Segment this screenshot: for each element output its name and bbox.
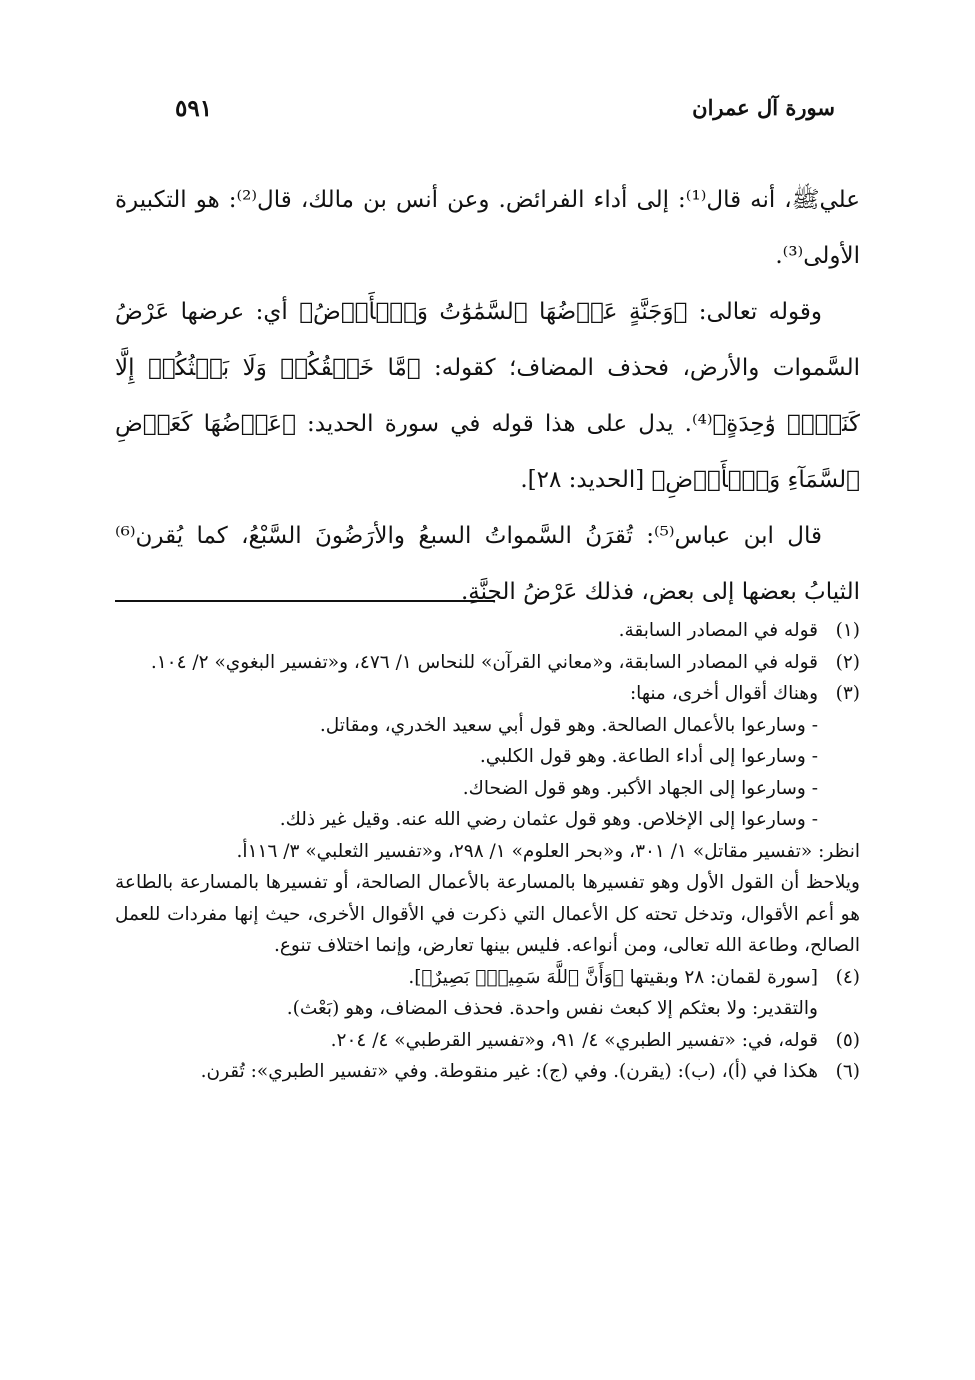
footnote-text: هكذا في (أ)، (ب): (يقرن). وفي (ج): غير منقوطة. وفي «تفسير الطبري»: تُقرن.	[200, 1061, 818, 1082]
list-item: - وسارعوا إلى الإخلاص. وهو قول عثمان رضي الله عنه. وقيل غير ذلك.	[279, 809, 818, 830]
footnotes	[115, 615, 860, 1088]
footnote-number: (٥)	[835, 1029, 860, 1051]
footnote-number: (١)	[835, 620, 860, 641]
footnote-3-list	[115, 710, 860, 836]
footnote-3-reference: انظر: «تفسير مقاتل» ١/ ٣٠١، و«بحر العلوم» ١/ ٢٩٨، و«تفسير الثعلبي» ٣/ ١١٦أ.	[236, 840, 860, 862]
footnote-4	[115, 962, 860, 994]
footnote-2	[115, 647, 860, 679]
footnote-5	[115, 1025, 860, 1057]
footnote-number: (٦)	[835, 1061, 860, 1082]
page-number: ٥٩١	[175, 95, 213, 122]
main-text	[115, 172, 860, 620]
paragraph-1: عليﷺ، أنه قال⁽¹⁾: إلى أداء الفرائض. وعن أنس بن مالك، قال⁽²⁾: هو التكبيرة الأولى⁽³⁾.	[115, 187, 860, 269]
footnote-number: (٤)	[835, 966, 860, 988]
footnote-text: قوله، في: «تفسير الطبري» ٤/ ٩١، و«تفسير القرطبي» ٤/ ٢٠٤.	[330, 1029, 818, 1051]
footnote-text: قوله في المصادر السابقة، و«معاني القرآن» للنحاس ١/ ٤٧٦، و«تفسير البغوي» ٢/ ١٠٤.	[150, 651, 818, 673]
footnote-number: (٢)	[835, 651, 860, 673]
footnote-4-extra: والتقدير: ولا بعثكم إلا كبعث نفس واحدة. فحذف المضاف، وهو (بَعْث).	[286, 998, 818, 1019]
footnote-text: [سورة لقمان: ٢٨ وبقيتها ﴿وَأَنَّ ٱللَّهَ سَمِيعُۢ بَصِيرٌ﴾].	[408, 966, 818, 988]
footnote-text: وهناك أقوال أخرى، منها:	[629, 683, 818, 704]
footnote-text: قوله في المصادر السابقة.	[618, 620, 818, 641]
footnote-6	[115, 1056, 860, 1088]
page-header	[140, 95, 835, 135]
list-item: - وسارعوا بالأعمال الصالحة. وهو قول أبي سعيد الخدري، ومقاتل.	[319, 714, 818, 736]
list-item: - وسارعوا إلى الجهاد الأكبر. وهو قول الضحاك.	[462, 777, 818, 799]
surah-title: سورة آل عمران	[692, 95, 835, 120]
footnote-3-comment: ويلاحظ أن القول الأول وهو تفسيرها بالمسارعة بالأعمال الصالحة، أو تفسيرها بالمسارعة بالطاعة هو أعم الأقوال، وتدخل تحته كل الأعمال التي ذكرت في الأقوال الأخرى، حيث إنها مفردات للعمل الصالح، وطاعة الله تعالى، ومن أنواعه. فليس بينها تعارض، وإنما اختلاف تنوع.	[115, 872, 860, 956]
footnote-1	[115, 615, 860, 647]
list-item: - وسارعوا إلى أداء الطاعة. وهو قول الكلبي.	[479, 746, 818, 767]
footnote-number: (٣)	[835, 683, 860, 704]
footnote-3	[115, 678, 860, 710]
paragraph-2: وقوله تعالى: ﴿وَجَنَّةٍ عَرۡضُهَا ٱلسَّمَٰوَٰتُ وَٱلۡأَرۡضُ﴾ أي: عرضها عَرْضُ السَّموات والأرض، فحذف المضاف؛ كقوله: ﴿مَّا خَلۡقُكُمۡ وَلَا بَعۡثُكُمۡ إِلَّا كَنَفۡسٖ وَٰحِدَةٍ﴾⁽⁴⁾. يدل على هذا قوله في سورة الحديد: ﴿عَرۡضُهَا كَعَرۡضِ ٱلسَّمَآءِ وَٱلۡأَرۡضِ﴾ [الحديد: ٢٨].	[115, 299, 860, 493]
footnote-divider	[115, 600, 495, 602]
paragraph-3: قال ابن عباس⁽⁵⁾: تُقرَنُ السَّمواتُ السبعُ والأرَضُونَ السَّبْعُ، كما يُقرن⁽⁶⁾ الثيابُ بعضها إلى بعض، فذلك عَرْضُ الجنَّةِ.	[115, 523, 860, 605]
